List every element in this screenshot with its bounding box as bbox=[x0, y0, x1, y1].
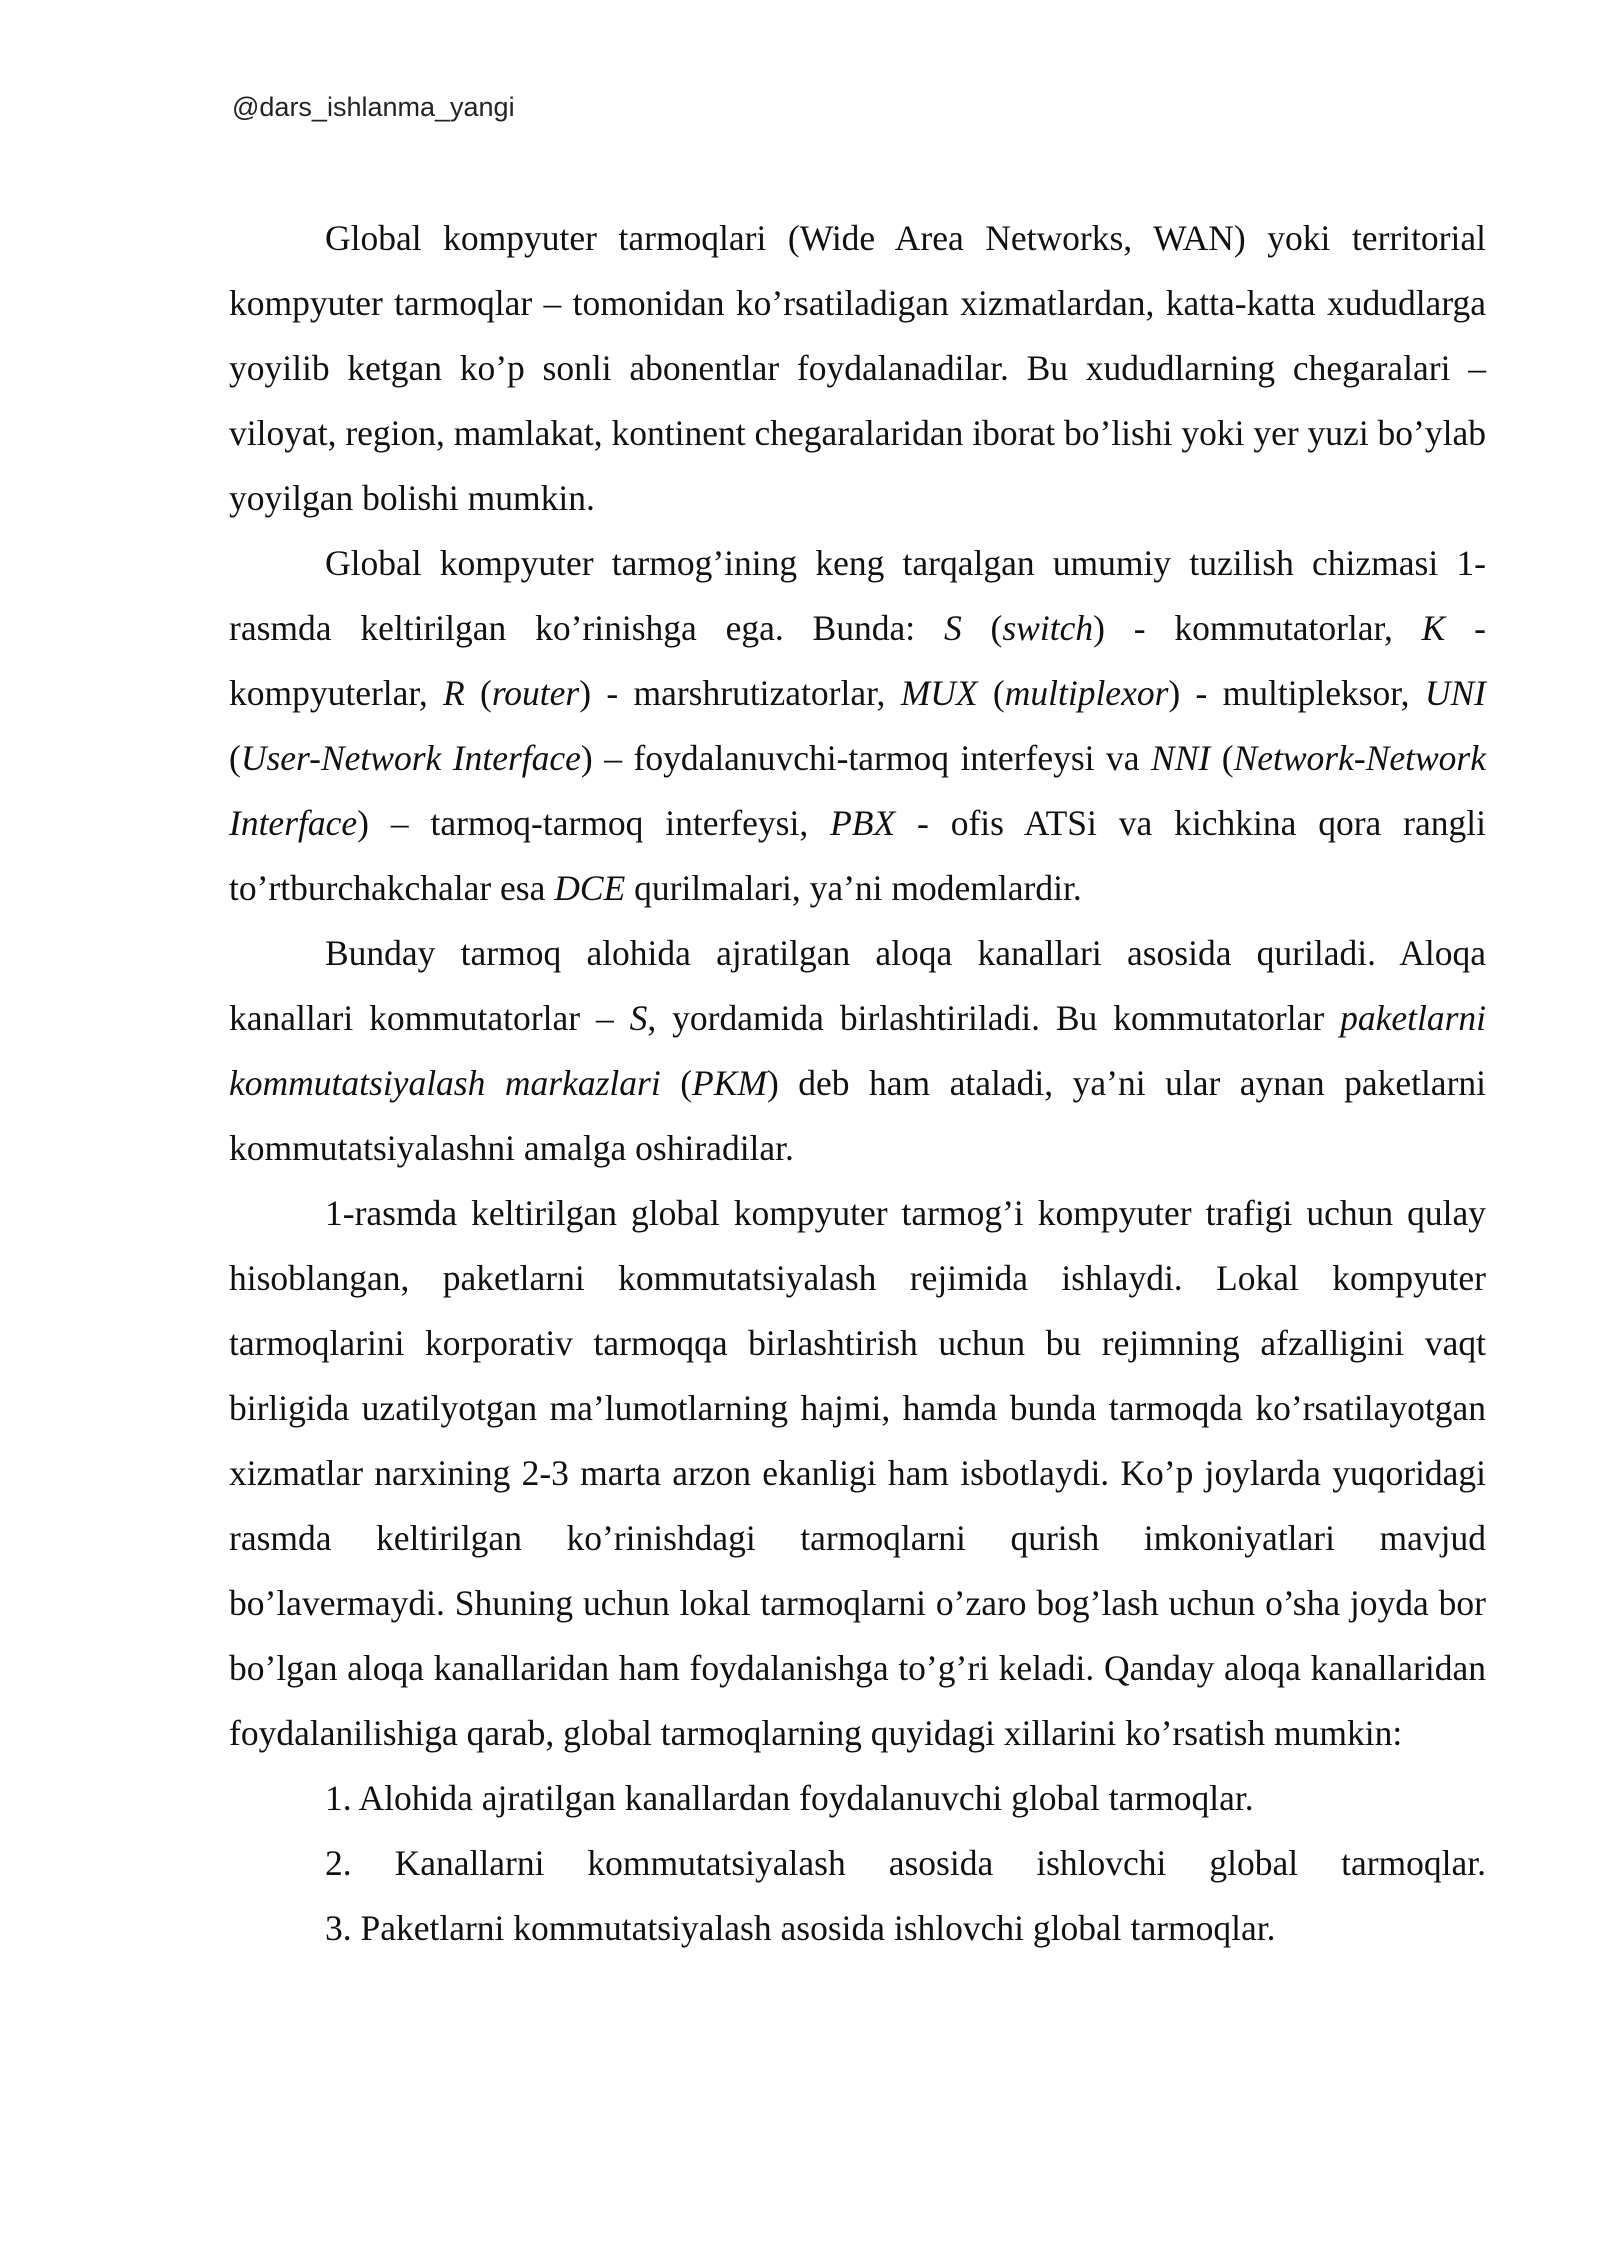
term-pbx: PBX bbox=[830, 803, 896, 843]
term-k: K bbox=[1421, 608, 1446, 648]
term-r: R bbox=[443, 673, 465, 713]
list-item: 3. Paketlarni kommutatsiyalash asosida ishlovchi global tarmoqlar. bbox=[325, 1908, 1276, 1948]
list-item: 2. Kanallarni kommutatsiyalash asosida ishlovchi global tarmoqlar. bbox=[325, 1843, 1486, 1883]
term-uni-full: User-Network Interface bbox=[240, 738, 581, 778]
term-mux: MUX bbox=[900, 673, 978, 713]
term-multiplexor: multiplexor bbox=[1004, 673, 1169, 713]
page-header-handle: @dars_ishlanma_yangi bbox=[232, 92, 515, 122]
paragraph-3: Bunday tarmoq alohida ajratilgan aloqa kanallari asosida quriladi. Aloqa kanallari kommutatorlar – S, yordamida birlashtiriladi. Bu kommutatorlar paketlarni kommutatsiyalash markazlari (PKM) deb ham ataladi, ya’ni ular aynan paketlarni kommutatsiyalashni amalga oshiradilar. bbox=[229, 933, 1487, 1168]
term-nni-full: Network-Network Interface bbox=[229, 738, 1486, 843]
term-pkm: PKM bbox=[692, 1063, 767, 1103]
paragraph-2: Global kompyuter tarmog’ining keng tarqalgan umumiy tuzilish chizmasi 1-rasmda keltirilgan ko’rinishga ega. Bunda: S (switch) - kommutatorlar, K - kompyuterlar, R (router) - marshrutizatorlar, MUX (multiplexor) - multipleksor, UNI (User-Network Interface) – foydalanuvchi-tarmoq interfeysi va NNI (Network-Network Interface) – tarmoq-tarmoq interfeysi, PBX - ofis ATSi va kichkina qora rangli to’rtburchakchalar esa DCE qurilmalari, ya’ni modemlardir. bbox=[229, 543, 1486, 908]
term-nni: NNI bbox=[1151, 738, 1211, 778]
term-dce: DCE bbox=[554, 868, 626, 908]
term-s: S bbox=[629, 998, 648, 1038]
term-switch: switch bbox=[1002, 608, 1094, 648]
paragraph-4: 1-rasmda keltirilgan global kompyuter tarmog’i kompyuter trafigi uchun qulay hisoblangan, paketlarni kommutatsiyalash rejimida ishlaydi. Lokal kompyuter tarmoqlarini korporativ tarmoqqa birlashtirish uchun bu rejimning afzalligini vaqt birligida uzatilyotgan ma’lumotlarning hajmi, hamda bunda tarmoqda ko’rsatilayotgan xizmatlar narxining 2-3 marta arzon ekanligi ham isbotlaydi. Ko’p joylarda yuqoridagi rasmda keltirilgan ko’rinishdagi tarmoqlarni qurish imkoniyatlari mavjud bo’lavermaydi. Shuning uchun lokal tarmoqlarni o’zaro bog’lash uchun o’sha joyda bor bo’lgan aloqa kanallaridan ham foydalanishga to’g’ri keladi. Qanday aloqa kanallaridan foydalanilishiga qarab, global tarmoqlarning quyidagi xillarini ko’rsatish mumkin: bbox=[229, 1193, 1486, 1753]
term-uni: UNI bbox=[1424, 673, 1486, 713]
term-router: router bbox=[491, 673, 580, 713]
paragraph-1: Global kompyuter tarmoqlari (Wide Area Networks, WAN) yoki territorial kompyuter tarmoqlar – tomonidan ko’rsatiladigan xizmatlardan, katta-katta xududlarga yoyilib ketgan ko’p sonli abonentlar foydalanadilar. Bu xududlarning chegaralari – viloyat, region, mamlakat, kontinent chegaralaridan iborat bo’lishi yoki yer yuzi bo’ylab yoyilgan bolishi mumkin. bbox=[229, 218, 1486, 518]
term-s: S bbox=[943, 608, 962, 648]
term-pkm-full: paketlarni kommutatsiyalash markazlari bbox=[229, 998, 1486, 1103]
list-item: 1. Alohida ajratilgan kanallardan foydalanuvchi global tarmoqlar. bbox=[325, 1778, 1254, 1818]
document-body bbox=[229, 206, 1486, 1961]
